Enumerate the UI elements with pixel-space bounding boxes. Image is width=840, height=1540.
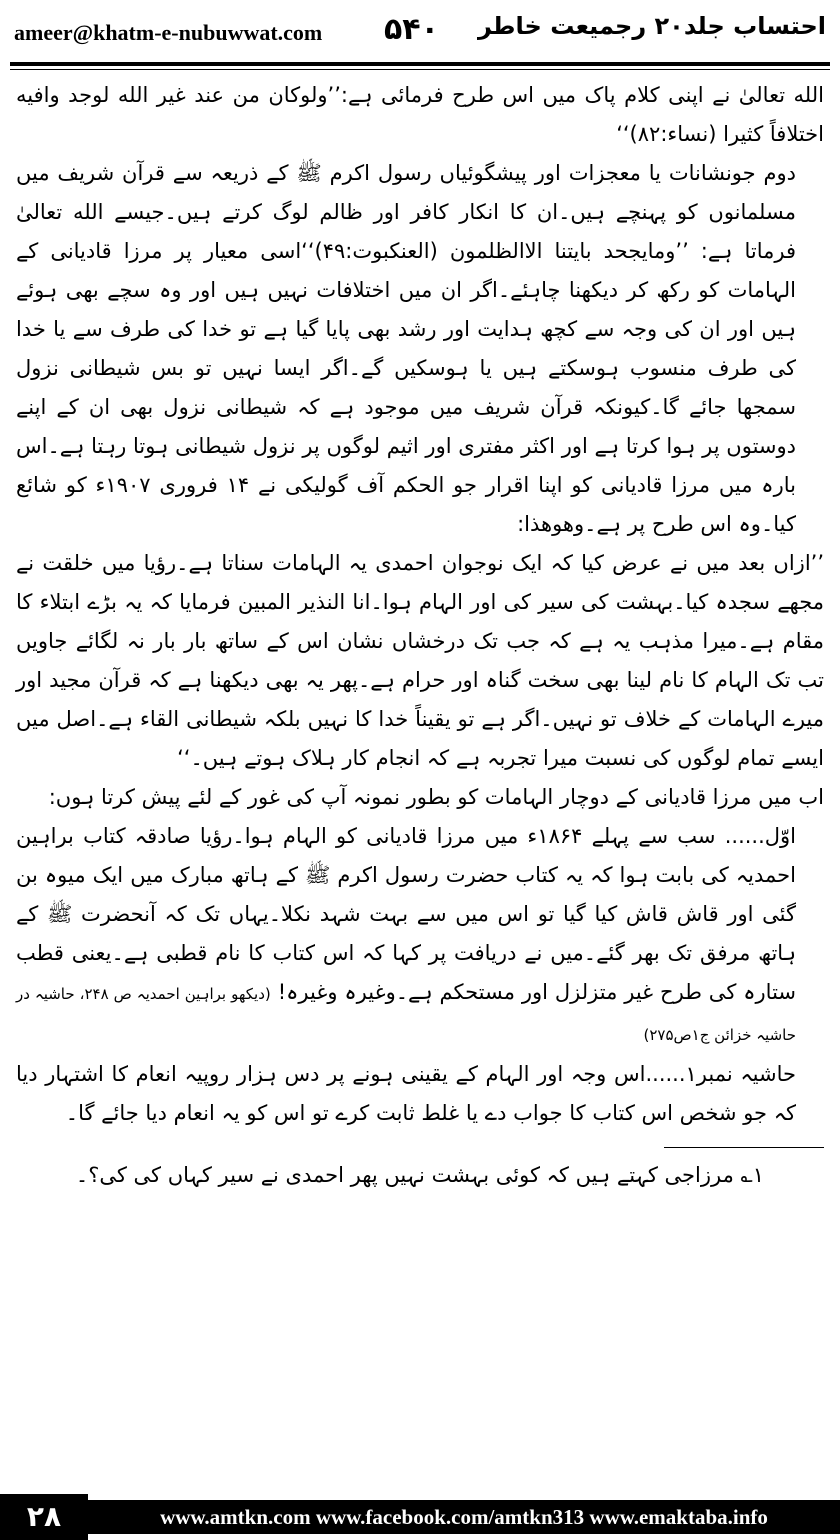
paragraph-intro-examples: اب میں مرزا قادیانی کے دوچار الہامات کو بطور نمونہ آپ کی غور کے لئے پیش کرتا ہوں: (48, 785, 824, 809)
page-footer (0, 1494, 840, 1540)
paragraph-first-ilham (16, 817, 824, 1055)
footnote: ۱؎ مرزاجی کہتے ہیں کہ کوئی بہشت نہیں پھر احمدی نے سیر کہاں کی کی؟۔ (75, 1163, 765, 1187)
header-rule-thick (10, 62, 830, 66)
header-book-title: احتساب جلد۲۰ رجمیعت خاطر (478, 12, 826, 40)
footnote-divider (664, 1147, 824, 1148)
footer-page-number: ۲۸ (0, 1494, 88, 1540)
reference-citation: (دیکھو براہین احمدیہ ص ۲۴۸، حاشیہ در حاشیہ خزائن ج۱ص۲۷۵) (16, 985, 796, 1044)
header-rule-thin (10, 69, 830, 70)
page-body (16, 76, 824, 1195)
paragraph-hashiya: حاشیہ نمبر۱......اس وجہ اور الہام کے یقینی ہونے پر دس ہزار روپیہ انعام کا اشتہار دیا کہ جو شخص اس کتاب کا جواب دے یا غلط ثابت کرے تو اس کو یہ انعام دیا جائے گا۔ (16, 1062, 796, 1125)
header-email: ameer@khatm-e-nubuwwat.com (14, 20, 323, 45)
first-ilham-text: اوّل...... سب سے پہلے ۱۸۶۴ء میں مرزا قادیانی کو الہام ہوا۔رؤیا صادقہ کتاب براہین احمدیہ کی بابت ہوا کہ یہ کتاب حضرت رسول اکرم ﷺ کے ہاتھ مبارک میں ایک میوہ بن گئی اور قاش قاش کیا گیا تو اس میں سے بہت شہد نکلا۔یہاں تک کہ آنحضرت ﷺ کے ہاتھ مرفق تک بھر گئے۔میں نے دریافت پر کہا کہ اس کتاب کا نام قطبی ہے۔یعنی قطب ستارہ کی طرح غیر متزلزل اور مستحکم ہے۔وغیرہ وغیرہ! (16, 824, 796, 1004)
header-page-number: ۵۴۰ (384, 12, 439, 47)
footer-urls: www.amtkn.com www.facebook.com/amtkn313 www.emaktaba.info (160, 1505, 768, 1529)
paragraph-quran-verse: الله تعالیٰ نے اپنی کلام پاک میں اس طرح فرمائی ہے:’’ولوکان من عند غیر الله لوجد وافیه اختلافاً کثیرا (نساء:۸۲)‘‘ (16, 83, 824, 146)
paragraph-second-point: دوم جونشانات یا معجزات اور پیشگوئیاں رسول اکرم ﷺ کے ذریعہ سے قرآن شریف میں مسلمانوں کو پہنچے ہیں۔ان کا انکار کافر اور ظالم لوگ کرتے ہیں۔جیسے الله تعالیٰ فرماتا ہے: ’’ومایجحد بایتنا الاالظلمون (العنکبوت:۴۹)‘‘اسی معیار پر مرزا قادیانی کے الہامات کو رکھ کر دیکھنا چاہئے۔اگر ان میں اختلافات نہیں ہیں اور وہ سچے بھی ہوئے ہیں اور ان کی وجہ سے کچھ ہدایت اور رشد بھی پایا گیا ہے تو خدا کی طرف سے یا خدا کی طرف منسوب ہوسکتے ہیں یا ہوسکیں گے۔اگر ایسا نہیں تو بس شیطانی نزول سمجھا جائے گا۔کیونکہ قرآن شریف میں موجود ہے کہ شیطانی نزول بھی ان کے اپنے دوستوں پر ہوا کرتا ہے اور اکثر مفتری اور اثیم لوگوں پر نزول شیطانی ہوتا رہتا ہے۔اس بارہ میں مرزا قادیانی کو اپنا اقرار جو الحکم آف گولیکی نے ۱۴ فروری ۱۹۰۷ء کو شائع کیا۔وہ اس طرح پر ہے۔وھوھذا: (16, 161, 796, 536)
page-header (0, 0, 840, 62)
paragraph-quotation: ’’ازاں بعد میں نے عرض کیا کہ ایک نوجوان احمدی یہ الہامات سناتا ہے۔رؤیا میں خلقت نے مجھے سجدہ کیا۔بہشت کی سیر کی اور الہام ہوا۔انا النذیر المبین فرمایا کہ یہ بڑے ابتلاء کا مقام ہے۔میرا مذہب یہ ہے کہ جب تک درخشاں نشان اس کے ساتھ بار بار نہ لگائے جاویں تب تک الہام کا نام لینا بھی سخت گناہ اور حرام ہے۔پھر یہ بھی دیکھنا ہے کہ قرآن مجید اور میرے الہامات کے خلاف تو نہیں۔اگر ہے تو یقیناً خدا کا نہیں بلکہ شیطانی القاء ہے۔اصل میں ایسے تمام لوگوں کی نسبت میرا تجربہ ہے کہ انجام کار ہلاک ہوتے ہیں۔‘‘ (16, 551, 824, 770)
